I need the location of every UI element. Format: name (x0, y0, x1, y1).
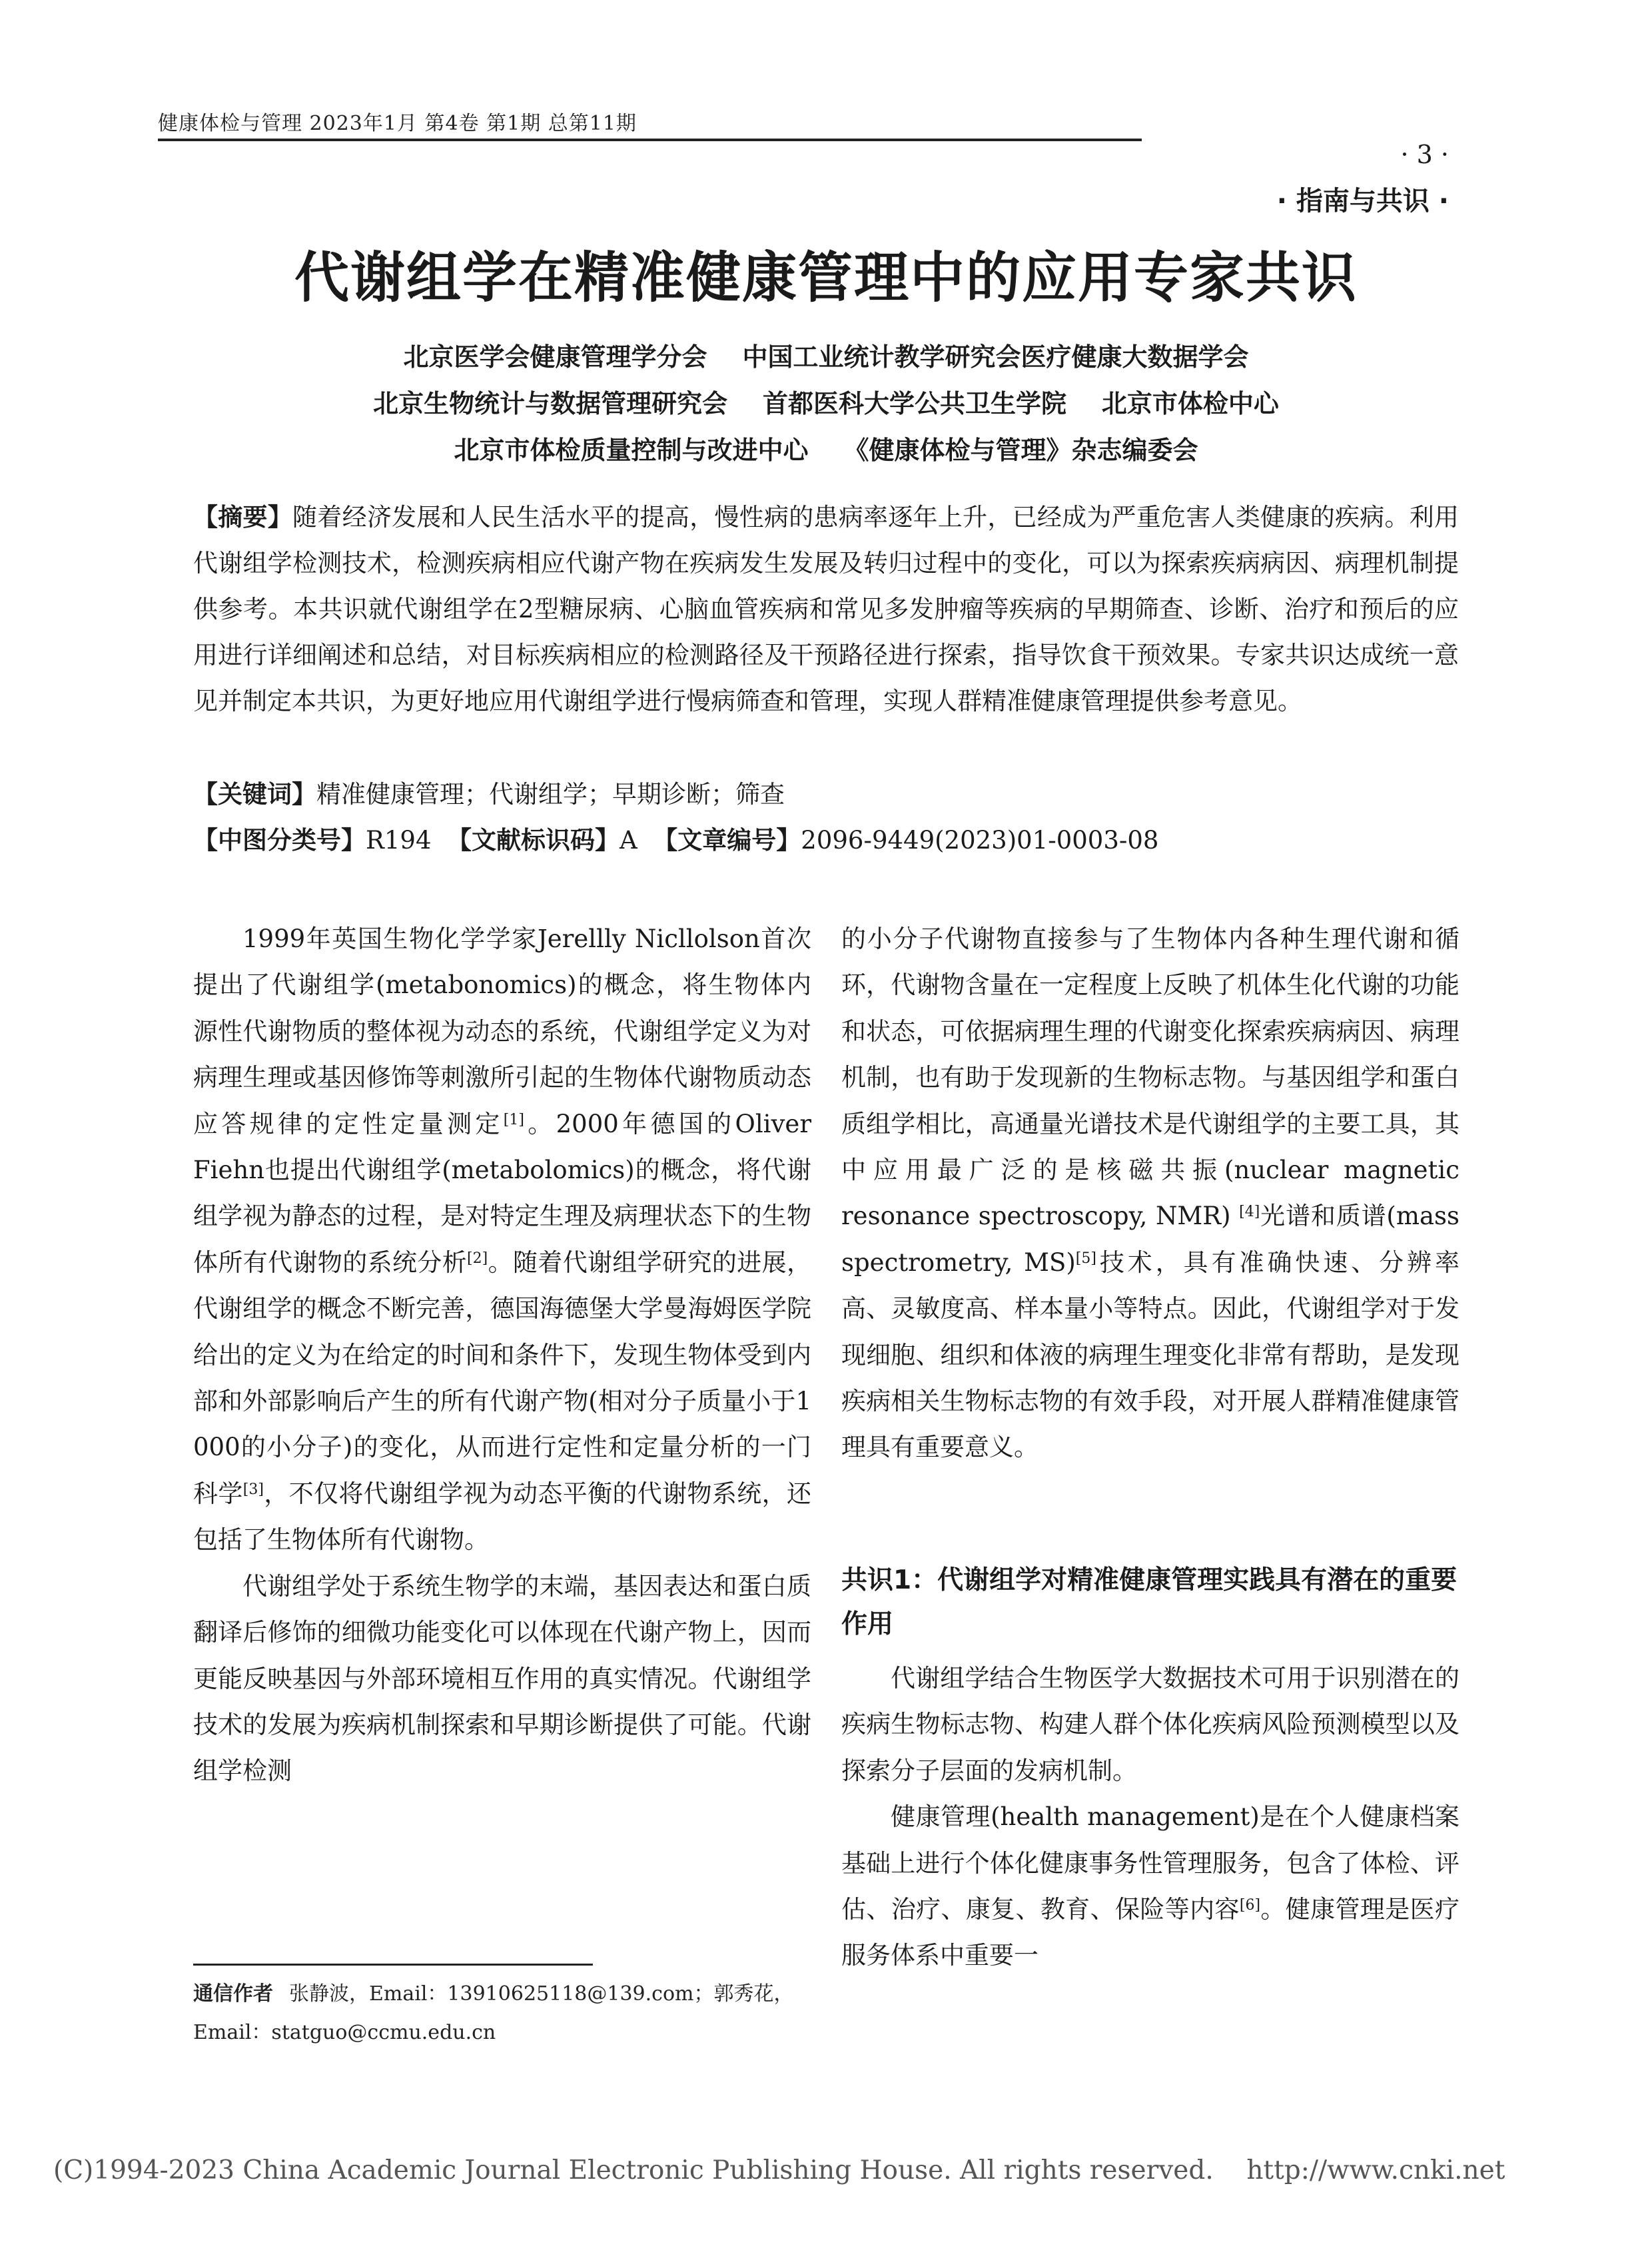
citation: [4] (1239, 1204, 1260, 1221)
body-paragraph: 代谢组学处于系统生物学的末端，基因表达和蛋白质翻译后修饰的细微功能变化可以体现在代谢产物上，因而更能反映基因与外部环境相互作用的真实情况。代谢组学技术的发展为疾病机制探索和早期诊断提供了可能。代谢组学检测 (193, 1571, 811, 1786)
body-column-left (193, 916, 811, 1794)
section-tag: · 指南与共识 · (1276, 186, 1449, 216)
doc-code-label: 【文献标识码】 (447, 826, 620, 855)
keywords-label: 【关键词】 (193, 780, 316, 809)
citation: [6] (1239, 1897, 1261, 1914)
body-text: 健康管理(health management)是在个人健康档案基础上进行个体化健康事务性管理服务，包含了体检、评估、治疗、康复、教育、保险等内容 (841, 1802, 1459, 1924)
article-title: 代谢组学在精准健康管理中的应用专家共识 (294, 246, 1358, 310)
body-text: ，不仅将代谢组学视为动态平衡的代谢物系统，还包括了生物体所有代谢物。 (193, 1479, 812, 1555)
doc-code-value: A (620, 826, 637, 855)
body-text: 的小分子代谢物直接参与了生物体内各种生理代谢和循环，代谢物含量在一定程度上反映了机体生化代谢的功能和状态，可依据病理生理的代谢变化探索疾病病因、病理机制，也有助于发现新的生物标志物。与基因组学和蛋白质组学相比，高通量光谱技术是代谢组学的主要工具，其中应用最广泛的是核磁共振(nuclear magnetic resonance spectroscopy, NMR) (841, 925, 1459, 1231)
citation: [2] (467, 1250, 488, 1267)
author-line-2: 北京生物统计与数据管理研究会 首都医科大学公共卫生学院 北京市体检中心 (373, 389, 1279, 418)
author-line-1: 北京医学会健康管理学分会 中国工业统计教学研究会医疗健康大数据学会 (403, 342, 1249, 372)
footnote-label: 通信作者 (193, 1982, 273, 2006)
section-heading: 共识1：代谢组学对精准健康管理实践具有潜在的重要作用 (841, 1565, 1457, 1639)
copyright-notice: (C)1994-2023 China Academic Journal Electronic Publishing House. All rights reserved. http://www.cnki.net (53, 2155, 1505, 2185)
article-number-value: 2096-9449(2023)01-0003-08 (801, 826, 1159, 855)
header-rule (158, 139, 1142, 141)
body-text: 1999年英国生物化学学家Jerellly Nicllolson首次提出了代谢组学(metabonomics)的概念，将生物体内源性代谢物质的整体视为动态的系统，代谢组学定义为对病理生理或基因修饰等刺激所引起的生物体代谢物质动态应答规律的定性定量测定 (193, 925, 811, 1138)
body-text: 。健康管理是医疗服务体系中重要一 (841, 1895, 1460, 1970)
body-column-right (841, 916, 1459, 1471)
keywords-text: 精准健康管理；代谢组学；早期诊断；筛查 (316, 780, 785, 809)
running-head: 健康体检与管理 2023年1月 第4卷 第1期 总第11期 (158, 112, 637, 135)
abstract (193, 494, 1459, 724)
body-paragraph (841, 1794, 1459, 1979)
abstract-label: 【摘要】 (193, 503, 293, 532)
footnote (193, 1975, 811, 2052)
clc-label: 【中图分类号】 (193, 826, 366, 855)
footnote-text: 张静波，Email：13910625118@139.com；郭秀花，Email：statguo@ccmu.edu.cn (193, 1982, 794, 2044)
citation: [3] (242, 1481, 264, 1498)
body-column-right-continued (841, 1655, 1459, 1979)
classification-line (193, 817, 1459, 863)
citation: [1] (503, 1111, 524, 1128)
body-text: 光谱和质谱(mass spectrometry, MS) (841, 1202, 1459, 1277)
abstract-text: 随着经济发展和人民生活水平的提高，慢性病的患病率逐年上升，已经成为严重危害人类健康的疾病。利用代谢组学检测技术，检测疾病相应代谢产物在疾病发生发展及转归过程中的变化，可以为探索疾病病因、病理机制提供参考。本共识就代谢组学在2型糖尿病、心脑血管疾病和常见多发肿瘤等疾病的早期筛查、诊断、治疗和预后的应用进行详细阐述和总结，对目标疾病相应的检测路径及干预路径进行探索，指导饮食干预效果。专家共识达成统一意见并制定本共识，为更好地应用代谢组学进行慢病筛查和管理，实现人群精准健康管理提供参考意见。 (193, 503, 1459, 715)
footnote-rule (193, 1964, 593, 1966)
body-paragraph: 代谢组学结合生物医学大数据技术可用于识别潜在的疾病生物标志物、构建人群个体化疾病风险预测模型以及探索分子层面的发病机制。 (841, 1664, 1459, 1785)
body-paragraph (841, 916, 1459, 1471)
body-text: 。2000年德国的Oliver Fiehn也提出代谢组学(metabolomics)的概念，将代谢组学视为静态的过程，是对特定生理及病理状态下的生物体所有代谢物的系统分析 (193, 1109, 812, 1277)
page-number: · 3 · (1400, 140, 1449, 169)
keywords (193, 771, 1459, 817)
article-number-label: 【文章编号】 (653, 826, 801, 855)
body-paragraph (193, 916, 811, 1563)
citation: [5] (1075, 1250, 1096, 1267)
body-text: 技术，具有准确快速、分辨率高、灵敏度高、样本量小等特点。因此，代谢组学对于发现细胞、组织和体液的病理生理变化非常有帮助，是发现疾病相关生物标志物的有效手段，对开展人群精准健康管理具有重要意义。 (841, 1248, 1460, 1462)
clc-value: R194 (366, 826, 432, 855)
body-text: 。随着代谢组学研究的进展，代谢组学的概念不断完善，德国海德堡大学曼海姆医学院给出的定义为在给定的时间和条件下，发现生物体受到内部和外部影响后产生的所有代谢产物(相对分子质量小于1 000的小分子)的变化，从而进行定性和定量分析的一门科学 (193, 1248, 811, 1508)
author-line-3: 北京市体检质量控制与改进中心 《健康体检与管理》杂志编委会 (454, 436, 1198, 465)
